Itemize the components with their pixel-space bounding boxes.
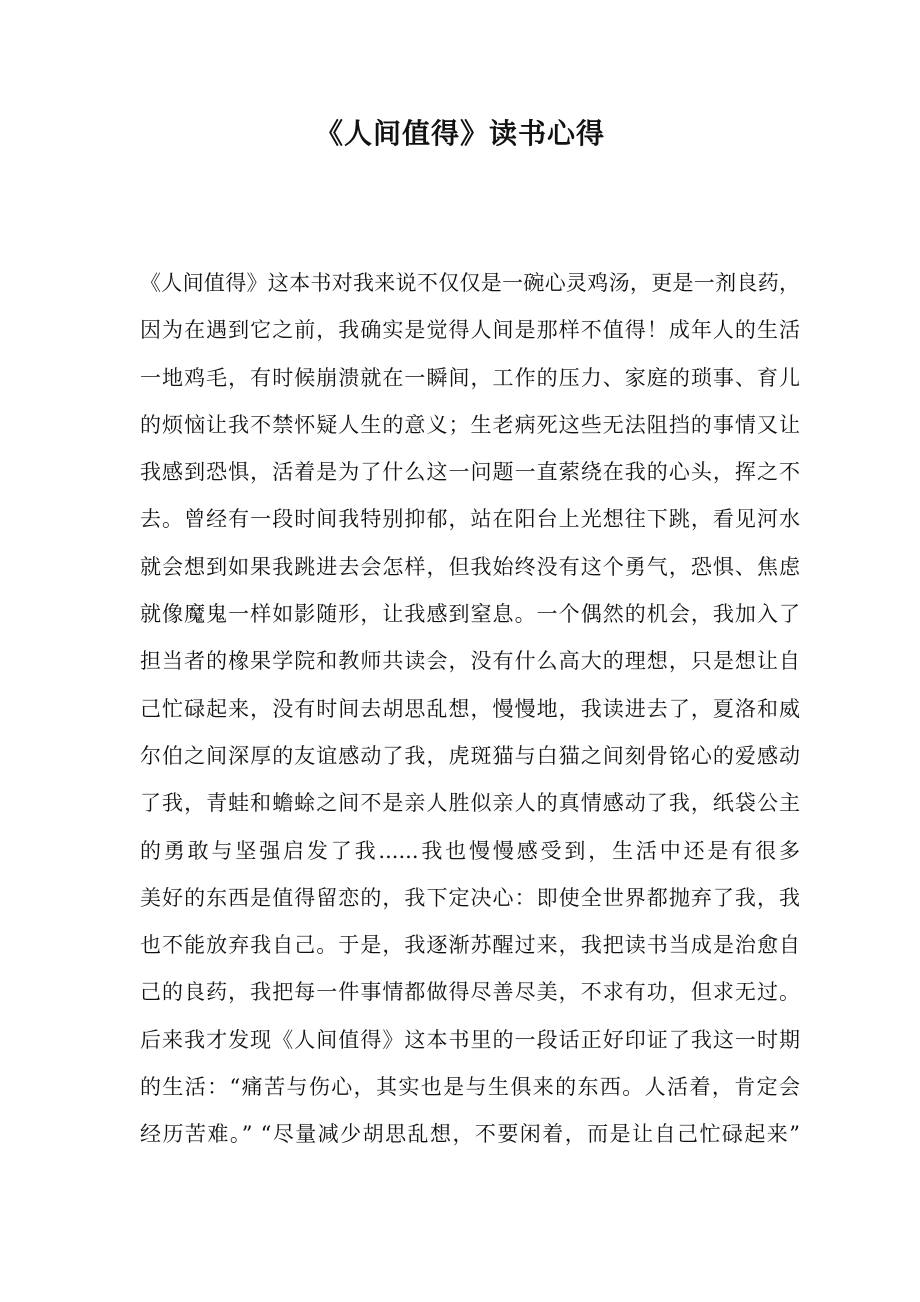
body-line-8: 就像魔鬼一样如影随形，让我感到窒息。一个偶然的机会，我加入了: [140, 602, 800, 627]
body-line-7: 就会想到如果我跳进去会怎样，但我始终没有这个勇气，恐惧、焦虑: [140, 554, 800, 579]
body-line-12: 了我，青蛙和蟾蜍之间不是亲人胜似亲人的真情感动了我，纸袋公主: [140, 791, 800, 816]
body-line-11: 尔伯之间深厚的友谊感动了我，虎斑猫与白猫之间刻骨铭心的爱感动: [140, 743, 800, 768]
body-line-17: 后来我才发现《人间值得》这本书里的一段话正好印证了我这一时期: [140, 1027, 800, 1052]
body-line-9: 担当者的橡果学院和教师共读会，没有什么高大的理想，只是想让自: [140, 649, 800, 674]
body-line-18: 的生活：“痛苦与伤心，其实也是与生俱来的东西。人活着，肯定会: [140, 1075, 800, 1100]
body-line-10: 己忙碌起来，没有时间去胡思乱想，慢慢地，我读进去了，夏洛和威: [140, 696, 800, 721]
body-line-4: 的烦恼让我不禁怀疑人生的意义；生老病死这些无法阻挡的事情又让: [140, 412, 800, 437]
document-title: 《人间值得》读书心得: [314, 117, 605, 150]
document-body: [140, 260, 800, 1159]
body-line-6: 去。曾经有一段时间我特别抑郁，站在阳台上光想往下跳，看见河水: [140, 507, 800, 532]
body-line-15: 也不能放弃我自己。于是，我逐渐苏醒过来，我把读书当成是治愈自: [140, 933, 800, 958]
body-line-2: 因为在遇到它之前，我确实是觉得人间是那样不值得！成年人的生活: [140, 318, 800, 343]
body-line-1: 《人间值得》这本书对我来说不仅仅是一碗心灵鸡汤，更是一剂良药，: [140, 271, 800, 295]
body-line-14: 美好的东西是值得留恋的，我下定决心：即使全世界都抛弃了我，我: [140, 885, 800, 910]
body-line-5: 我感到恐惧，活着是为了什么这一问题一直萦绕在我的心头，挥之不: [140, 460, 800, 485]
body-line-13: 的勇敢与坚强启发了我......我也慢慢感受到，生活中还是有很多: [140, 838, 800, 863]
body-line-19: 经历苦难。” “尽量减少胡思乱想，不要闲着，而是让自己忙碌起来”: [140, 1122, 800, 1147]
body-line-16: 己的良药，我把每一件事情都做得尽善尽美，不求有功，但求无过。: [140, 980, 800, 1005]
body-line-3: 一地鸡毛，有时候崩溃就在一瞬间，工作的压力、家庭的琐事、育儿: [140, 365, 800, 390]
